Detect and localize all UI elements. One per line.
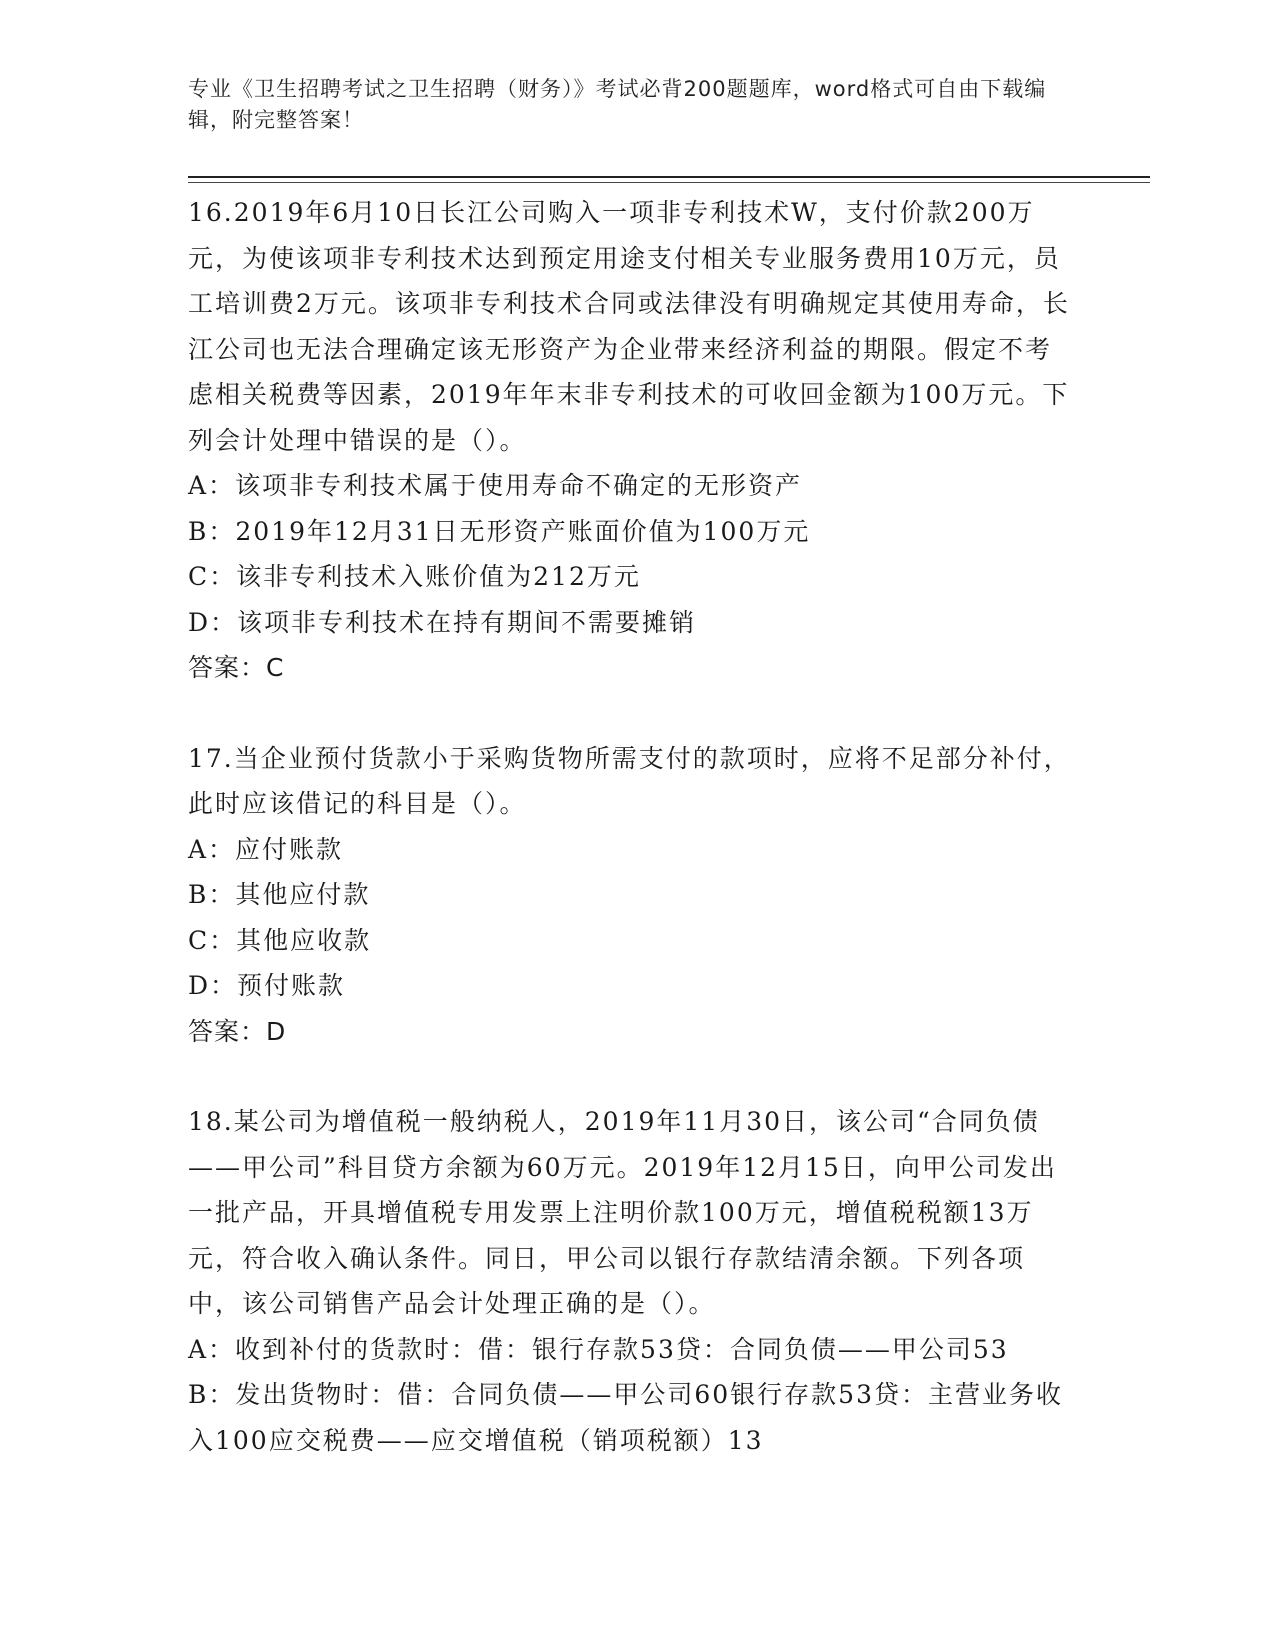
header-rule-thick	[188, 176, 1150, 178]
document-body	[188, 190, 1078, 1463]
answer: 答案：C	[188, 653, 285, 682]
option-a: A：该项非专利技术属于使用寿命不确定的无形资产	[188, 471, 803, 500]
question-text: 16.2019年6月10日长江公司购入一项非专利技术W，支付价款200万元，为使该项非专利技术达到预定用途支付相关专业服务费用10万元，员工培训费2万元。该项非专利技术合同或法律没有明确规定其使用寿命，长江公司也无法合理确定该无形资产为企业带来经济利益的期限。假定不考虑相关税费等因素，2019年年末非专利技术的可收回金额为100万元。下列会计处理中错误的是（）。	[188, 198, 1070, 455]
option-b: B：其他应付款	[188, 880, 371, 909]
question-16	[188, 190, 1078, 691]
question-text: 18.某公司为增值税一般纳税人，2019年11月30日，该公司“合同负债——甲公司”科目贷方余额为60万元。2019年12月15日，向甲公司发出一批产品，开具增值税专用发票上注明价款100万元，增值税税额13万元，符合收入确认条件。同日，甲公司以银行存款结清余额。下列各项中，该公司销售产品会计处理正确的是（）。	[188, 1107, 1057, 1318]
question-text: 17.当企业预付货款小于采购货物所需支付的款项时，应将不足部分补付，此时应该借记的科目是（）。	[188, 743, 1071, 818]
question-18	[188, 1099, 1078, 1463]
option-a: A：应付账款	[188, 834, 344, 864]
document-header: 专业《卫生招聘考试之卫生招聘（财务）》考试必背200题题库，word格式可自由下载编辑，附完整答案！	[188, 77, 1047, 132]
header-rule-thin	[188, 182, 1150, 183]
option-a: A：收到补付的货款时：借：银行存款53贷：合同负债——甲公司53	[188, 1334, 1009, 1364]
option-b: B：2019年12月31日无形资产账面价值为100万元	[188, 516, 811, 546]
option-c: C：该非专利技术入账价值为212万元	[188, 562, 641, 591]
spacer	[188, 691, 1078, 736]
question-17	[188, 736, 1078, 1055]
spacer	[188, 1054, 1078, 1099]
option-c: C：其他应收款	[188, 925, 372, 955]
option-b: B：发出货物时：借：合同负债——甲公司60银行存款53贷：主营业务收入100应交税费——应交增值税（销项税额）13	[188, 1380, 1063, 1455]
answer: 答案：D	[188, 1016, 287, 1046]
option-d: D：预付账款	[188, 971, 346, 1000]
option-d: D：该项非专利技术在持有期间不需要摊销	[188, 607, 697, 637]
